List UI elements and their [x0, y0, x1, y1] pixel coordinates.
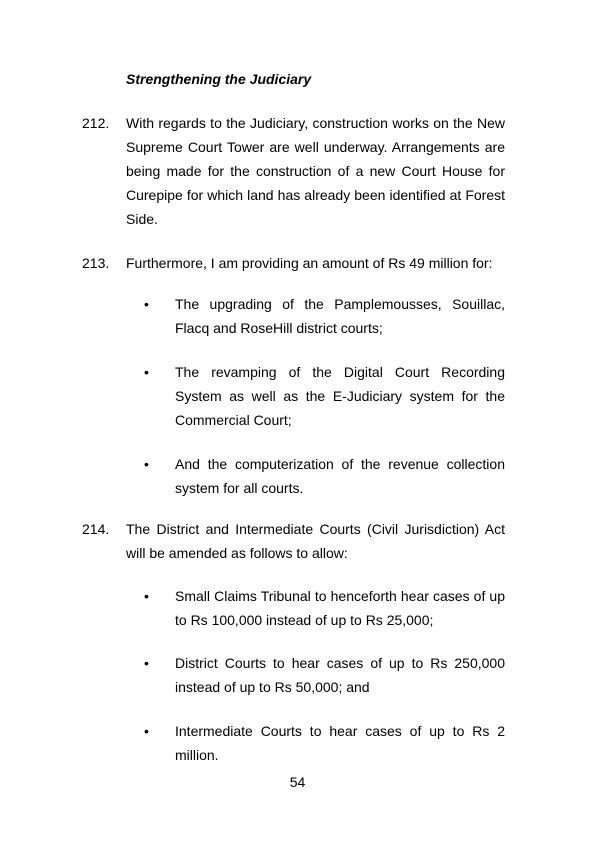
bullet-icon: • [144, 588, 149, 604]
bullet-icon: • [144, 364, 149, 380]
bullet-text: District Courts to hear cases of up to Rs 250,000 instead of up to Rs 50,000; and [175, 655, 505, 695]
paragraph-number: 213. [82, 255, 110, 271]
bullet-icon: • [144, 655, 149, 671]
bullet-item [144, 651, 505, 699]
bullet-item [144, 360, 505, 432]
section-title: Strengthening the Judiciary [126, 71, 312, 87]
paragraph-213 [82, 251, 505, 275]
bullet-text: And the computerization of the revenue collection system for all courts. [175, 456, 505, 496]
bullet-icon: • [144, 456, 149, 472]
paragraph-text: The District and Intermediate Courts (Civil Jurisdiction) Act will be amended as follows to allow: [126, 521, 505, 561]
bullet-text: Small Claims Tribunal to henceforth hear cases of up to Rs 100,000 instead of up to Rs 25,000; [175, 588, 505, 628]
paragraph-text: With regards to the Judiciary, construction works on the New Supreme Court Tower are well underway. Arrangements are being made for the construction of a new Court House for Curepipe for which land has already been identified at Forest Side. [126, 115, 505, 227]
bullet-text: The upgrading of the Pamplemousses, Souillac, Flacq and RoseHill district courts; [175, 296, 505, 336]
bullet-item [144, 719, 505, 767]
bullet-text: The revamping of the Digital Court Recording System as well as the E-Judiciary system for the Commercial Court; [175, 364, 505, 428]
bullet-icon: • [144, 296, 149, 312]
paragraph-number: 214. [82, 521, 110, 537]
bullet-item [144, 584, 505, 632]
paragraph-number: 212. [82, 115, 110, 131]
bullet-item [144, 452, 505, 500]
paragraph-214 [82, 517, 505, 565]
bullet-text: Intermediate Courts to hear cases of up to Rs 2 million. [175, 723, 505, 763]
bullet-icon: • [144, 723, 149, 739]
paragraph-text: Furthermore, I am providing an amount of Rs 49 million for: [126, 255, 493, 271]
paragraph-212 [82, 111, 505, 231]
bullet-item [144, 292, 505, 340]
page-number: 54 [289, 774, 306, 790]
